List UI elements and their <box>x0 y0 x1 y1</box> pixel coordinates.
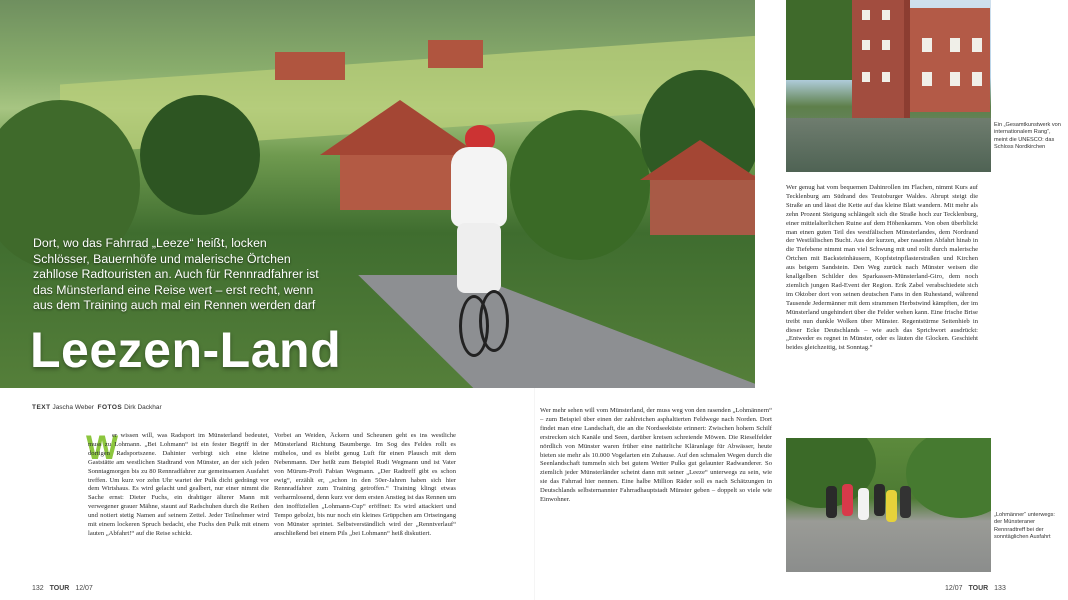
credits <box>32 404 162 411</box>
tree <box>510 110 650 260</box>
rider <box>842 484 853 516</box>
castle-wing <box>910 8 990 112</box>
article-lead: Dort, wo das Fahrrad „Leeze“ heißt, locken Schlösser, Bauernhöfe und malerische Örtchen zahllose Radtouristen an. Auch für Rennradfahrer ist das Münsterland eine Reise wert – erst recht, wenn aus dem Training auch mal ein Rennen werden darf <box>33 236 319 312</box>
group-ride-caption: „Lohmänner“ unterwegs: der Münsteraner Rennradtreff bei der sonntäglichen Ausfahrt <box>994 512 1055 541</box>
article-column-3: Wer mehr sehen will vom Münsterland, der muss weg von den rasenden „Lohmännern“ – zum Beispiel über einen der zahlreichen asphaltierten Feldwege nach Norden. Dort findet man eine Landschaft, die an die Nordseeküste erinnert: Zwischen hohem Schilf erstrecken sich Kanäle und Seen, darüber kreisen schreiende Möwen. Die Rieselfelder nördlich von Münster waren früher eine natürliche Kläranlage für Abwässer, heute bieten sie mehr als 10.000 Vogelarten ein Zuhause. Auf den schmalen Wegen durch die Seenlandschaft tummeln sich bei gutem Wetter Pulks gut gelaunter Radwanderer. So ziemlich jeder Münsterländer scheint dann mit seiner „Leeze“ unterwegs zu sein, wie sie das Fahrrad hier nennen. Eine halbe Million Räder soll es nach Schätzungen in Deutschlands selbsternannter Fahrradhauptstadt Münster geben – doppelt so viele wie Einwohner. <box>540 407 772 504</box>
article-column-2: Vorbei an Weiden, Äckern und Scheunen geht es ins westliche Münsterland Richtung Baumberge. Im Sog des Feldes rollt es mühelos, und es bleibt genug Luft für einen Plausch mit dem Nebenmann. Der heißt zum Beispiel Rudi Wegmann und ist Vater von Mürum-Profi Fabian Wegmann. „Der Radtreff gibt es schon ewig“, erzählt er, „schon in den 50er-Jahren haben sich hier Rennradfahrer zum Training getroffen.“ Training klingt etwas verharmlosend, denn kurz vor dem ersten Anstieg ist das Rennen um den inoffiziellen „Lohmann-Cup“ eröffnet: Es wird attackiert und Tempo gebolzt, bis nur noch ein kleines Grüppchen am Ortseingang von Münster sprintet. Selbstverständlich wird der „Renntverlauf“ anschließend bei einem Pils „bei Lohmann“ heiß diskutiert. <box>274 432 456 537</box>
left-magazine-name: TOUR <box>49 585 70 592</box>
rider <box>874 484 885 516</box>
article-column-1 <box>86 429 269 580</box>
right-page-footer <box>945 585 1006 592</box>
photo-author: Dirk Dackhar <box>124 404 162 411</box>
text-author: Jascha Weber <box>52 404 94 411</box>
rider <box>900 486 911 518</box>
title-part-1: Leezen- <box>30 322 220 378</box>
article-column-4: Wer genug hat vom bequemen Dahinrollen im Flachen, nimmt Kurs auf Tecklenburg am Südrand des Teutoburger Waldes. Abrupt steigt die Straße an und lässt die Kette auf das kleine Blatt wandern. Mit mehr als zehn Prozent Steigung schlängelt sich die Straße hoch zur Tecklenburg, einer mittelalterlichen Ruine auf dem Höhenkamm. Von oben überblickt man einen guten Teil des westfälischen Münsterlandes, dem Nordrand der Westfälischen Bucht. Aus der kurzen, aber rasanten Abfahrt hinab in die Tiefebene nimmt man viel Schwung mit und rollt durch malerische Örtchen mit Backsteinhäusern, Kopfsteinpflasterstraßen und Kirchen aus beigem Sandstein. Den Weg zurück nach Münster weisen die knallgelben Schilder des Sparkassen-Münsterland-Giro, dem noch ziemlich jungen Rad-Event der Region. Erik Zabel verabschiedete sich im Oktober dort von seinen deutschen Fans in den Ruhestand, während Tausende Jedermänner mit dem strammen Herbstwind kämpften, der im Münsterland ungehindert über die Felder wehen kann. Eine frische Brise treibt nun dunkle Wolken über Münster. Regentstürme Seitenhieb in dieser Ecke Deutschlands – wie auch das Sprichwort ausdrückt: „Entweder es regnet in Münster, oder es läuten die Glocken. Geschieht beides gleichzeitig, ist Sonntag.“ <box>786 184 978 352</box>
left-page-footer <box>32 585 93 592</box>
text-label: TEXT <box>32 404 51 411</box>
left-page-number: 132 <box>32 585 44 592</box>
barn <box>650 175 755 235</box>
farmhouse <box>340 150 460 210</box>
country-road <box>330 275 755 388</box>
drop-cap: W <box>86 429 119 467</box>
right-page-number: 133 <box>994 585 1006 592</box>
photo-label: FOTOS <box>97 404 123 411</box>
castle-tower <box>852 0 910 120</box>
rider <box>858 488 869 520</box>
rider <box>826 486 837 518</box>
distant-house <box>428 40 483 68</box>
right-magazine-name: TOUR <box>968 585 989 592</box>
cyclist <box>445 125 515 360</box>
tree <box>140 95 260 215</box>
distant-house <box>275 52 345 80</box>
castle-caption: Ein „Gesamtkunstwerk von internationalem Rang“, meint die UNESCO: das Schloss Nordkirchen <box>994 122 1061 151</box>
article-title <box>30 322 341 378</box>
column-1-text: er wissen will, was Radsport im Münsterland bedeutet, muss zu Lohmann. „Bei Lohmann“ ist ein fester Begriff in der dortigen Radsportszene. Dahinter verbirgt sich eine kleine Gaststätte am westlichen Stadtrand von Münster, an der sich jeden Sonntagmorgen bis zu 80 Rennradfahrer zur gemeinsamen Ausfahrt treffen. Um kurz vor zehn Uhr wartet der Pulk dicht gedrängt vor dem Wirtshaus. Es wird gelacht und gealbert, nur einer nimmt die Sache ernst: Dieter Fuchs, ein drahtiger älterer Mann mit verwegener grauer Mähne, staunt auf Radschuhen durch die Reihen und notiert stetig Namen auf seinem Zettel. Jeder Teilnehmer wird mit einem lockeren Spruch bedacht, ehe Fuchs den Pulk mit einem lauten „Abfahrt!“ auf die Reise schickt. <box>88 432 269 537</box>
right-issue: 12/07 <box>945 585 963 592</box>
rider <box>886 490 897 522</box>
castle-photo <box>786 0 991 172</box>
moat-water <box>786 118 991 172</box>
left-issue: 12/07 <box>75 585 93 592</box>
group-ride-photo <box>786 438 991 572</box>
title-part-2: Land <box>219 322 342 378</box>
